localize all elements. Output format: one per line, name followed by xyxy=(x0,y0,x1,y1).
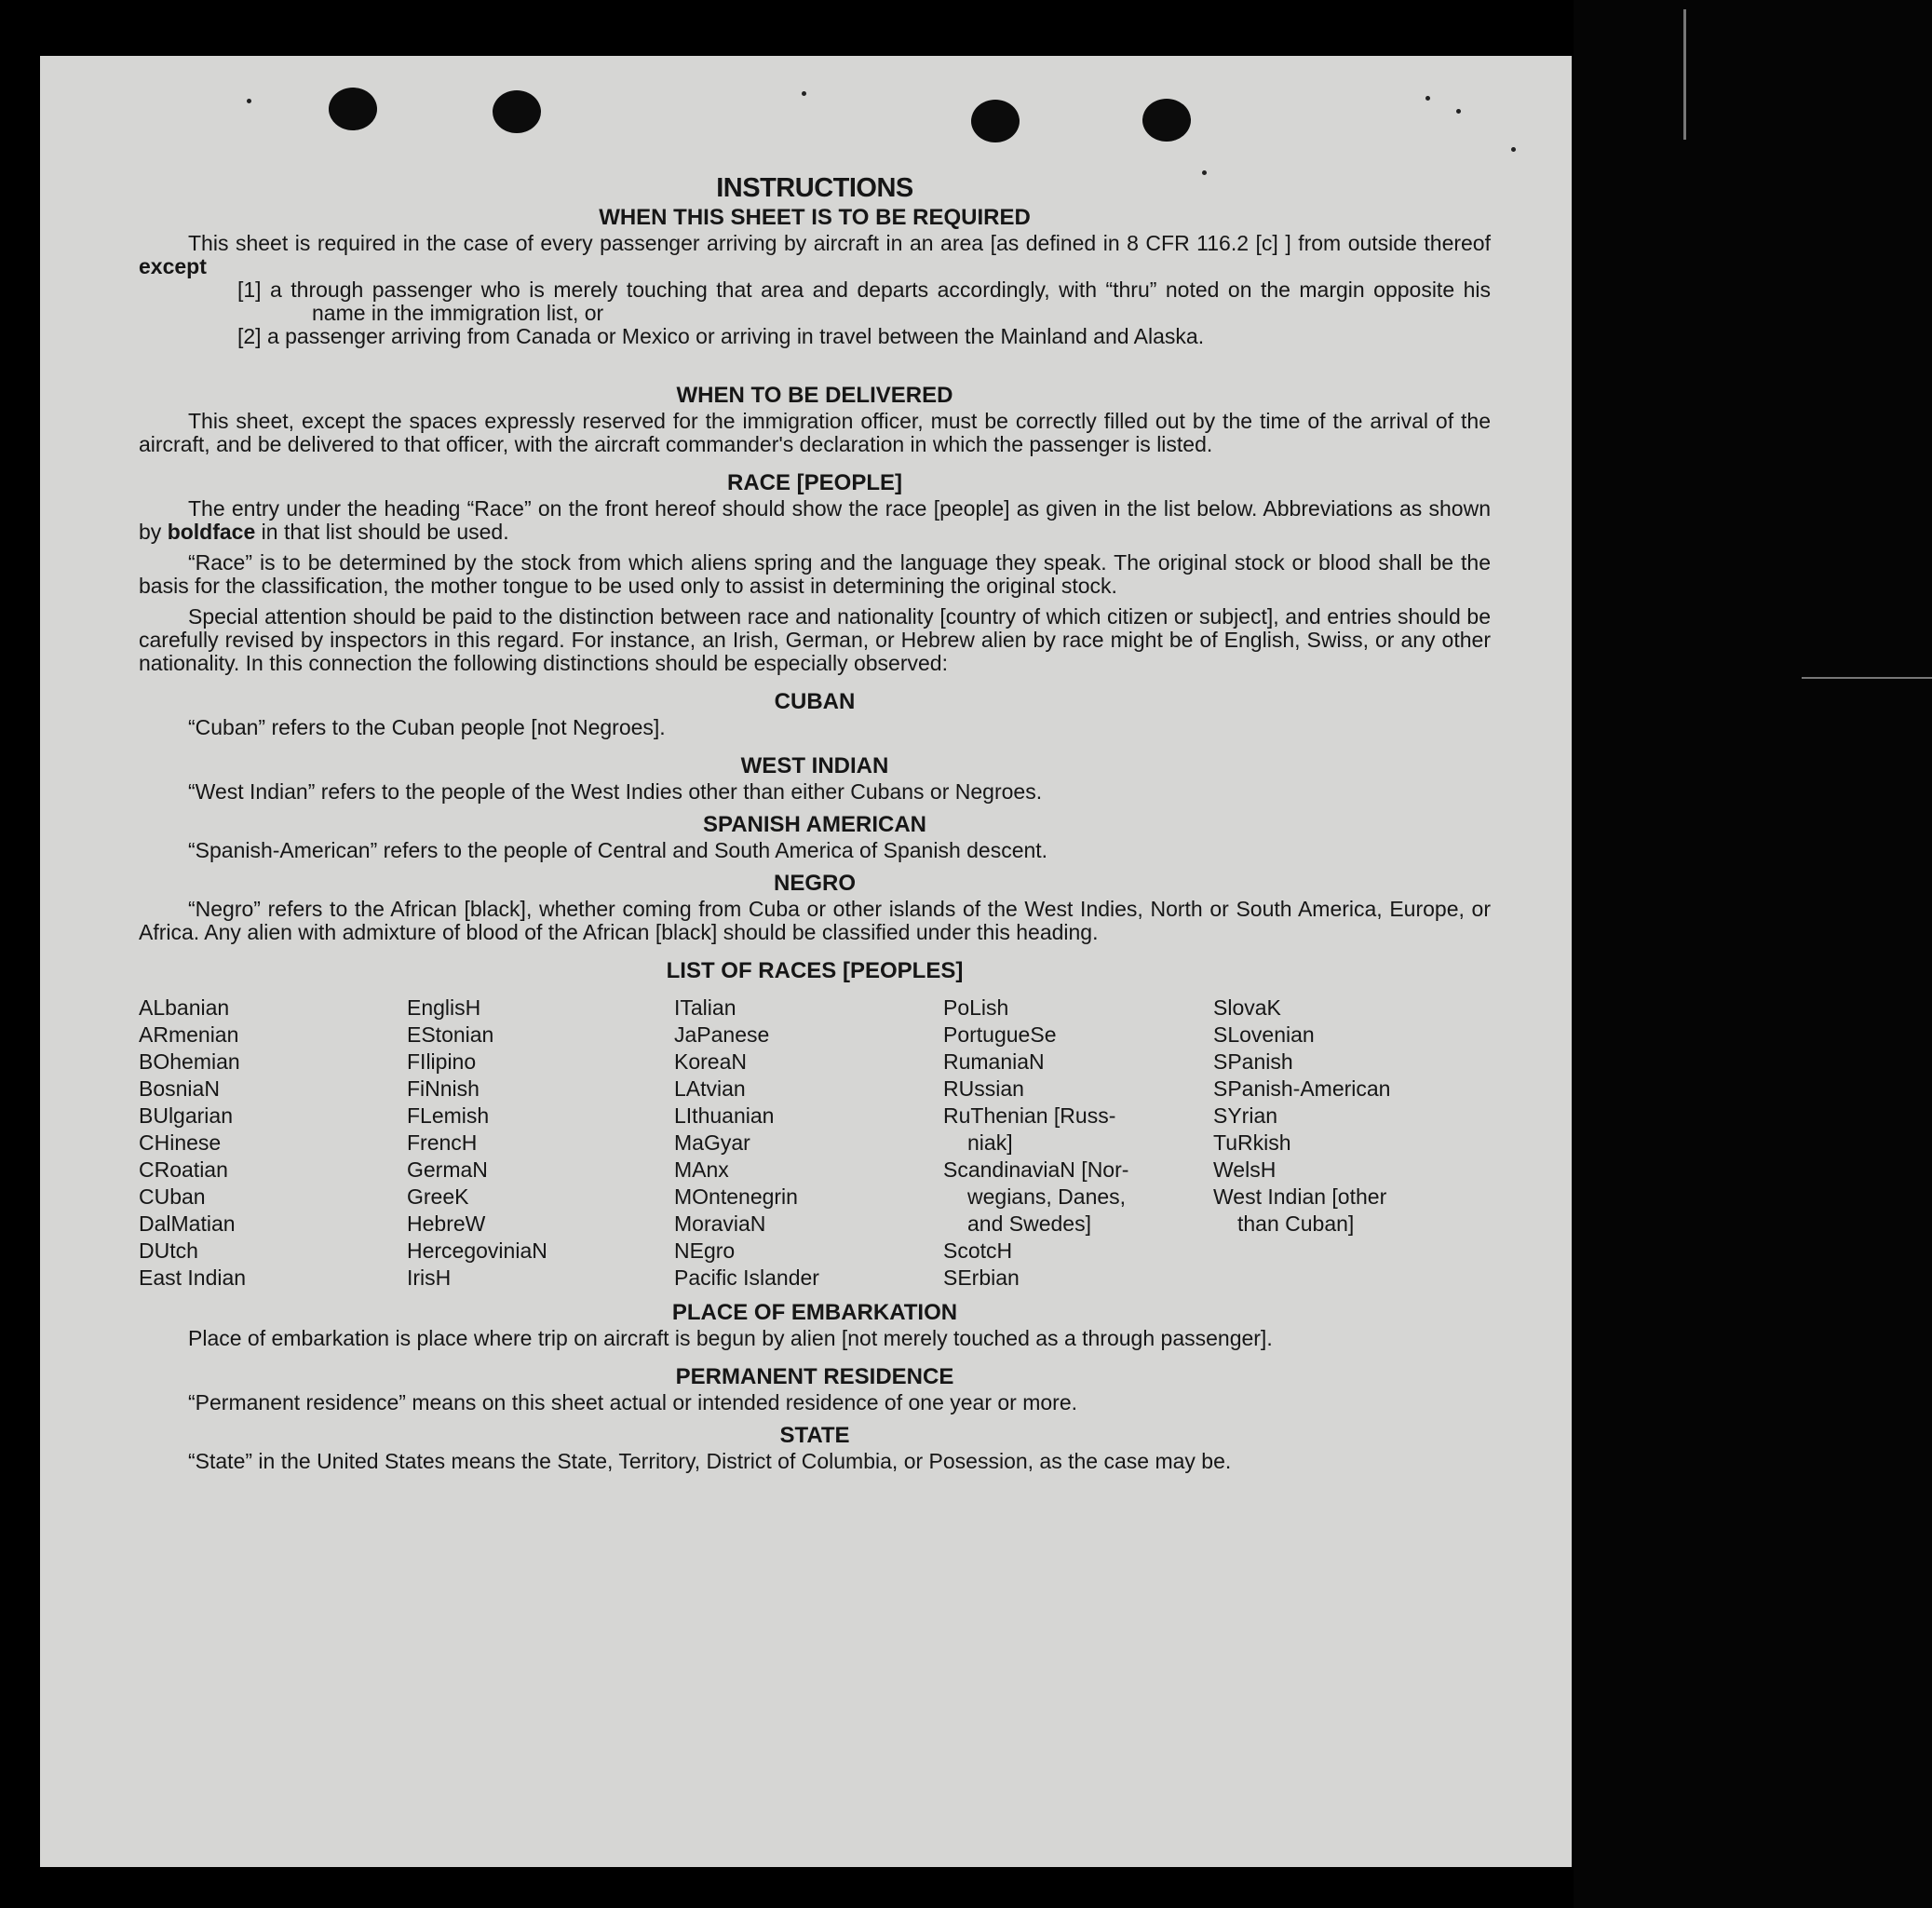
scan-background xyxy=(1574,0,1932,1908)
race-entry: SPanish-American xyxy=(1213,1076,1391,1101)
section-heading: STATE xyxy=(779,1423,850,1448)
race-entry-continuation: and Swedes] xyxy=(967,1211,1091,1236)
race-entry: MoraviaN xyxy=(674,1211,766,1236)
race-entry: HebreW xyxy=(407,1211,486,1236)
section-text: “Negro” refers to the African [black], whether coming from Cuba or other islands of the West Indies, North or South America, Europe, or Africa. Any alien with admixture of blood of the African [black] should be classified under this heading. xyxy=(139,897,1491,944)
race-entry: ScandinaviaN [Nor- xyxy=(943,1157,1129,1182)
punch-hole xyxy=(971,100,1020,142)
punch-hole xyxy=(329,88,377,130)
race-entry: East Indian xyxy=(139,1265,247,1290)
race-entry: BosniaN xyxy=(139,1076,220,1101)
section-text: “West Indian” refers to the people of the West Indies other than either Cubans or Negroes. xyxy=(188,779,1043,804)
race-entry: EStonian xyxy=(407,1022,494,1047)
race-entry: RuThenian [Russ- xyxy=(943,1103,1116,1128)
race-entry: SLovenian xyxy=(1213,1022,1315,1047)
document-content xyxy=(139,172,1491,1473)
bold-text: boldface xyxy=(167,520,256,544)
race-entry: GreeK xyxy=(407,1184,469,1209)
race-entry: MOntenegrin xyxy=(674,1184,798,1209)
section-text: “Permanent residence” means on this sheet actual or intended residence of one year or more. xyxy=(188,1390,1078,1414)
section-heading: WHEN THIS SHEET IS TO BE REQUIRED xyxy=(599,205,1031,230)
race-entry-continuation: wegians, Danes, xyxy=(967,1184,1127,1209)
section-heading: WHEN TO BE DELIVERED xyxy=(676,383,953,408)
section-heading: PERMANENT RESIDENCE xyxy=(675,1364,954,1389)
race-entry: SlovaK xyxy=(1213,995,1281,1020)
race-entry: LIthuanian xyxy=(674,1103,775,1128)
list-item: [2] a passenger arriving from Canada or Mexico or arriving in travel between the Mainland and Alaska. xyxy=(237,324,1205,348)
races-column xyxy=(674,995,943,1292)
speck xyxy=(1511,147,1516,152)
race-entry: BUlgarian xyxy=(139,1103,233,1128)
race-entry: JaPanese xyxy=(674,1022,770,1047)
section-text: “Cuban” refers to the Cuban people [not Negroes]. xyxy=(188,715,666,739)
race-entry: SYrian xyxy=(1213,1103,1278,1128)
race-entry: FrencH xyxy=(407,1130,478,1155)
race-entry: West Indian [other xyxy=(1213,1184,1387,1209)
race-entry: IrisH xyxy=(407,1265,452,1290)
race-entry: Pacific Islander xyxy=(674,1265,819,1290)
race-entry: RUssian xyxy=(943,1076,1024,1101)
races-column xyxy=(1213,995,1491,1292)
race-entry: DalMatian xyxy=(139,1211,236,1236)
section-heading: PLACE OF EMBARKATION xyxy=(671,1300,958,1325)
speck xyxy=(247,99,251,103)
document-page xyxy=(40,56,1572,1867)
page-title: INSTRUCTIONS xyxy=(716,173,913,203)
scan-edge-line xyxy=(1802,677,1932,679)
race-entry: DUtch xyxy=(139,1238,198,1263)
race-entry: ALbanian xyxy=(139,995,230,1020)
race-entry: TuRkish xyxy=(1213,1130,1291,1155)
list-item: [1] a through passenger who is merely touching that area and departs accordingly, with “thru” noted on the margin opposite his name in the immigration list, or xyxy=(237,277,1491,325)
section-heading: WEST INDIAN xyxy=(740,753,889,778)
section-heading: LIST OF RACES [PEOPLES] xyxy=(666,958,964,983)
races-column xyxy=(943,995,1213,1292)
races-list xyxy=(139,995,1491,1292)
race-entry: RumaniaN xyxy=(943,1049,1045,1074)
race-entry: CUban xyxy=(139,1184,206,1209)
race-entry: FIlipino xyxy=(407,1049,477,1074)
text-run: This sheet is required in the case of every passenger arriving by aircraft in an area [as defined in 8 CFR 116.2 [c] ] from outside thereof xyxy=(188,231,1491,255)
section-text: “Spanish-American” refers to the people of Central and South America of Spanish descent. xyxy=(188,838,1048,862)
race-entry: KoreaN xyxy=(674,1049,747,1074)
race-entry: HercegoviniaN xyxy=(407,1238,547,1263)
section-text: “State” in the United States means the State, Territory, District of Columbia, or Posession, as the case may be. xyxy=(188,1449,1232,1473)
punch-hole xyxy=(1142,99,1191,142)
speck xyxy=(1425,96,1430,101)
races-column xyxy=(139,995,407,1292)
race-entry: MAnx xyxy=(674,1157,729,1182)
section-text: This sheet, except the spaces expressly reserved for the immigration officer, must be correctly filled out by the time of the arrival of the aircraft, and be delivered to that officer, with the aircraft commander's declaration in which the passenger is listed. xyxy=(139,409,1491,456)
race-entry: CRoatian xyxy=(139,1157,228,1182)
race-entry: ScotcH xyxy=(943,1238,1013,1263)
race-entry: FLemish xyxy=(407,1103,490,1128)
race-entry: EnglisH xyxy=(407,995,481,1020)
speck xyxy=(1456,109,1461,114)
race-entry: PoLish xyxy=(943,995,1009,1020)
section-heading: RACE [PEOPLE] xyxy=(726,470,902,495)
section-text: “Race” is to be determined by the stock from which aliens spring and the language they speak. The original stock or blood shall be the basis for the classification, the mother tongue to be used only to assist in determining the original stock. xyxy=(139,550,1491,598)
section-heading: SPANISH AMERICAN xyxy=(702,812,926,837)
punch-hole xyxy=(493,90,541,133)
race-entry: MaGyar xyxy=(674,1130,750,1155)
speck xyxy=(802,91,806,96)
section-text xyxy=(139,232,1491,278)
race-entry: GermaN xyxy=(407,1157,488,1182)
text-run: The entry under the heading “Race” on the front hereof should show the race [people] as given in the list below. Abbreviations as shown by xyxy=(139,496,1491,544)
race-entry: FiNnish xyxy=(407,1076,480,1101)
race-entry: ARmenian xyxy=(139,1022,239,1047)
section-text: Place of embarkation is place where trip on aircraft is begun by alien [not merely touched as a through passenger]. xyxy=(188,1326,1273,1350)
race-entry: SPanish xyxy=(1213,1049,1293,1074)
text-run: in that list should be used. xyxy=(261,520,509,544)
races-column xyxy=(407,995,674,1292)
race-entry: WelsH xyxy=(1213,1157,1277,1182)
race-entry: CHinese xyxy=(139,1130,222,1155)
section-heading: CUBAN xyxy=(774,689,856,714)
race-entry: PortugueSe xyxy=(943,1022,1057,1047)
race-entry: BOhemian xyxy=(139,1049,240,1074)
race-entry-continuation: niak] xyxy=(967,1130,1013,1155)
race-entry: LAtvian xyxy=(674,1076,746,1101)
section-text: Special attention should be paid to the distinction between race and nationality [country of which citizen or subject], and entries should be carefully revised by inspectors in this regard. For instance, an Irish, German, or Hebrew alien by race might be of English, Swiss, or any other nationality. In this connection the following distinctions should be especially observed: xyxy=(139,604,1491,675)
race-entry: ITalian xyxy=(674,995,736,1020)
race-entry: SErbian xyxy=(943,1265,1020,1290)
section-text xyxy=(139,497,1491,544)
bold-text: except xyxy=(139,254,207,278)
race-entry: NEgro xyxy=(674,1238,736,1263)
scan-edge-line xyxy=(1683,9,1686,140)
race-entry-continuation: than Cuban] xyxy=(1237,1211,1355,1236)
section-heading: NEGRO xyxy=(773,871,856,896)
